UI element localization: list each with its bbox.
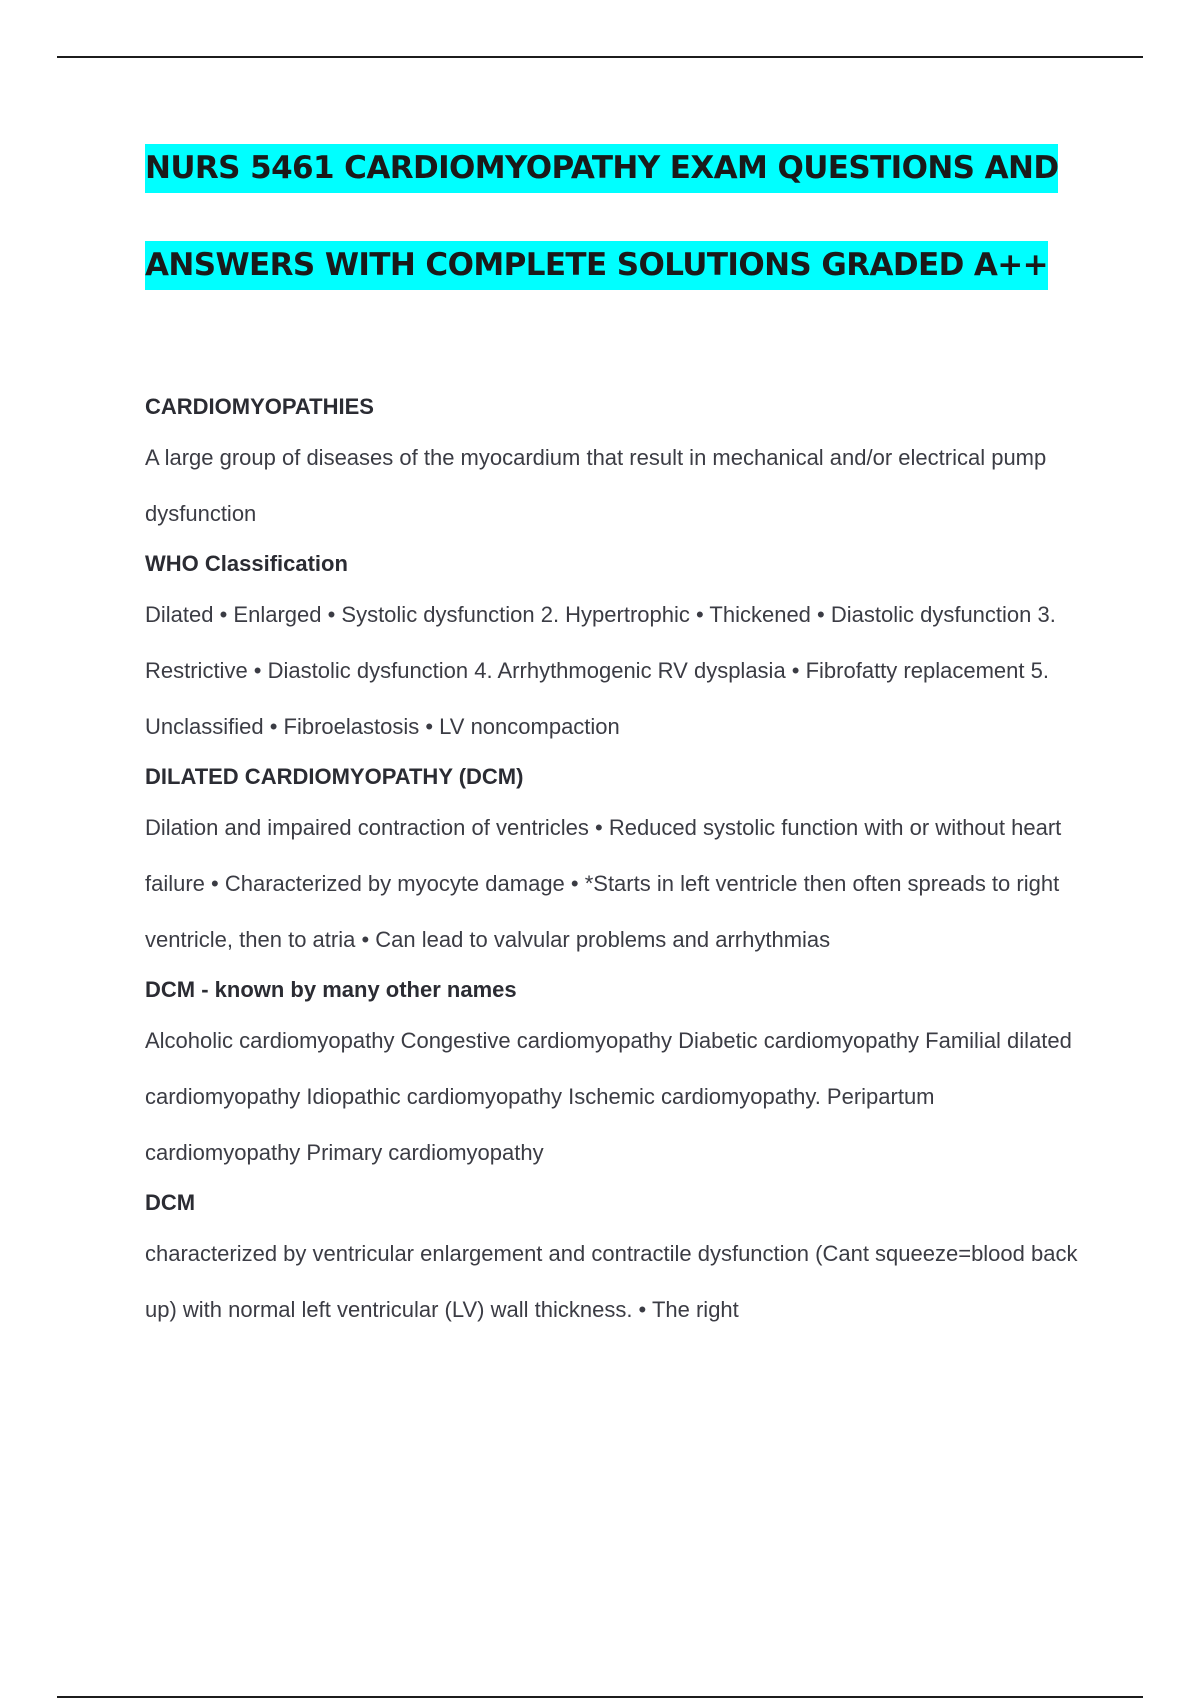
title-highlight: NURS 5461 CARDIOMYOPATHY EXAM QUESTIONS AND (145, 144, 1058, 193)
bottom-rule (57, 1696, 1143, 1698)
entry-body: Alcoholic cardiomyopathy Congestive cardiomyopathy Diabetic cardiomyopathy Familial dilated cardiomyopathy Idiopathic cardiomyopathy Ischemic cardiomyopathy. Peripartum cardiomyopathy Primary cardiomyopathy (145, 1028, 1072, 1165)
document-title-line-1 (145, 150, 1058, 186)
entry-body: characterized by ventricular enlargement and contractile dysfunction (Cant squeeze=blood back up) with normal left ventricular (LV) wall thickness. • The right (145, 1241, 1078, 1322)
qa-entry (145, 546, 1095, 755)
entry-heading: WHO Classification (145, 551, 348, 576)
entry-heading: DCM (145, 1190, 196, 1215)
title-highlight: ANSWERS WITH COMPLETE SOLUTIONS GRADED A++ (145, 241, 1048, 290)
qa-entry (145, 1185, 1095, 1338)
qa-entry (145, 389, 1095, 542)
top-rule (57, 56, 1143, 58)
entry-body: Dilation and impaired contraction of ventricles • Reduced systolic function with or without heart failure • Characterized by myocyte damage • *Starts in left ventricle then often spreads to right ventricle, then to atria • Can lead to valvular problems and arrhythmias (145, 815, 1062, 952)
qa-list (145, 389, 1095, 1342)
document-title-line-2 (145, 247, 1048, 283)
entry-heading: CARDIOMYOPATHIES (145, 394, 374, 419)
entry-body: Dilated • Enlarged • Systolic dysfunction 2. Hypertrophic • Thickened • Diastolic dysfunction 3. Restrictive • Diastolic dysfunction 4. Arrhythmogenic RV dysplasia • Fibrofatty replacement 5. Unclassified • Fibroelastosis • LV noncompaction (145, 602, 1056, 739)
qa-entry (145, 759, 1095, 968)
qa-entry (145, 972, 1095, 1181)
entry-heading: DILATED CARDIOMYOPATHY (DCM) (145, 764, 524, 789)
entry-heading: DCM - known by many other names (145, 977, 517, 1002)
entry-body: A large group of diseases of the myocardium that result in mechanical and/or electrical pump dysfunction (145, 445, 1047, 526)
